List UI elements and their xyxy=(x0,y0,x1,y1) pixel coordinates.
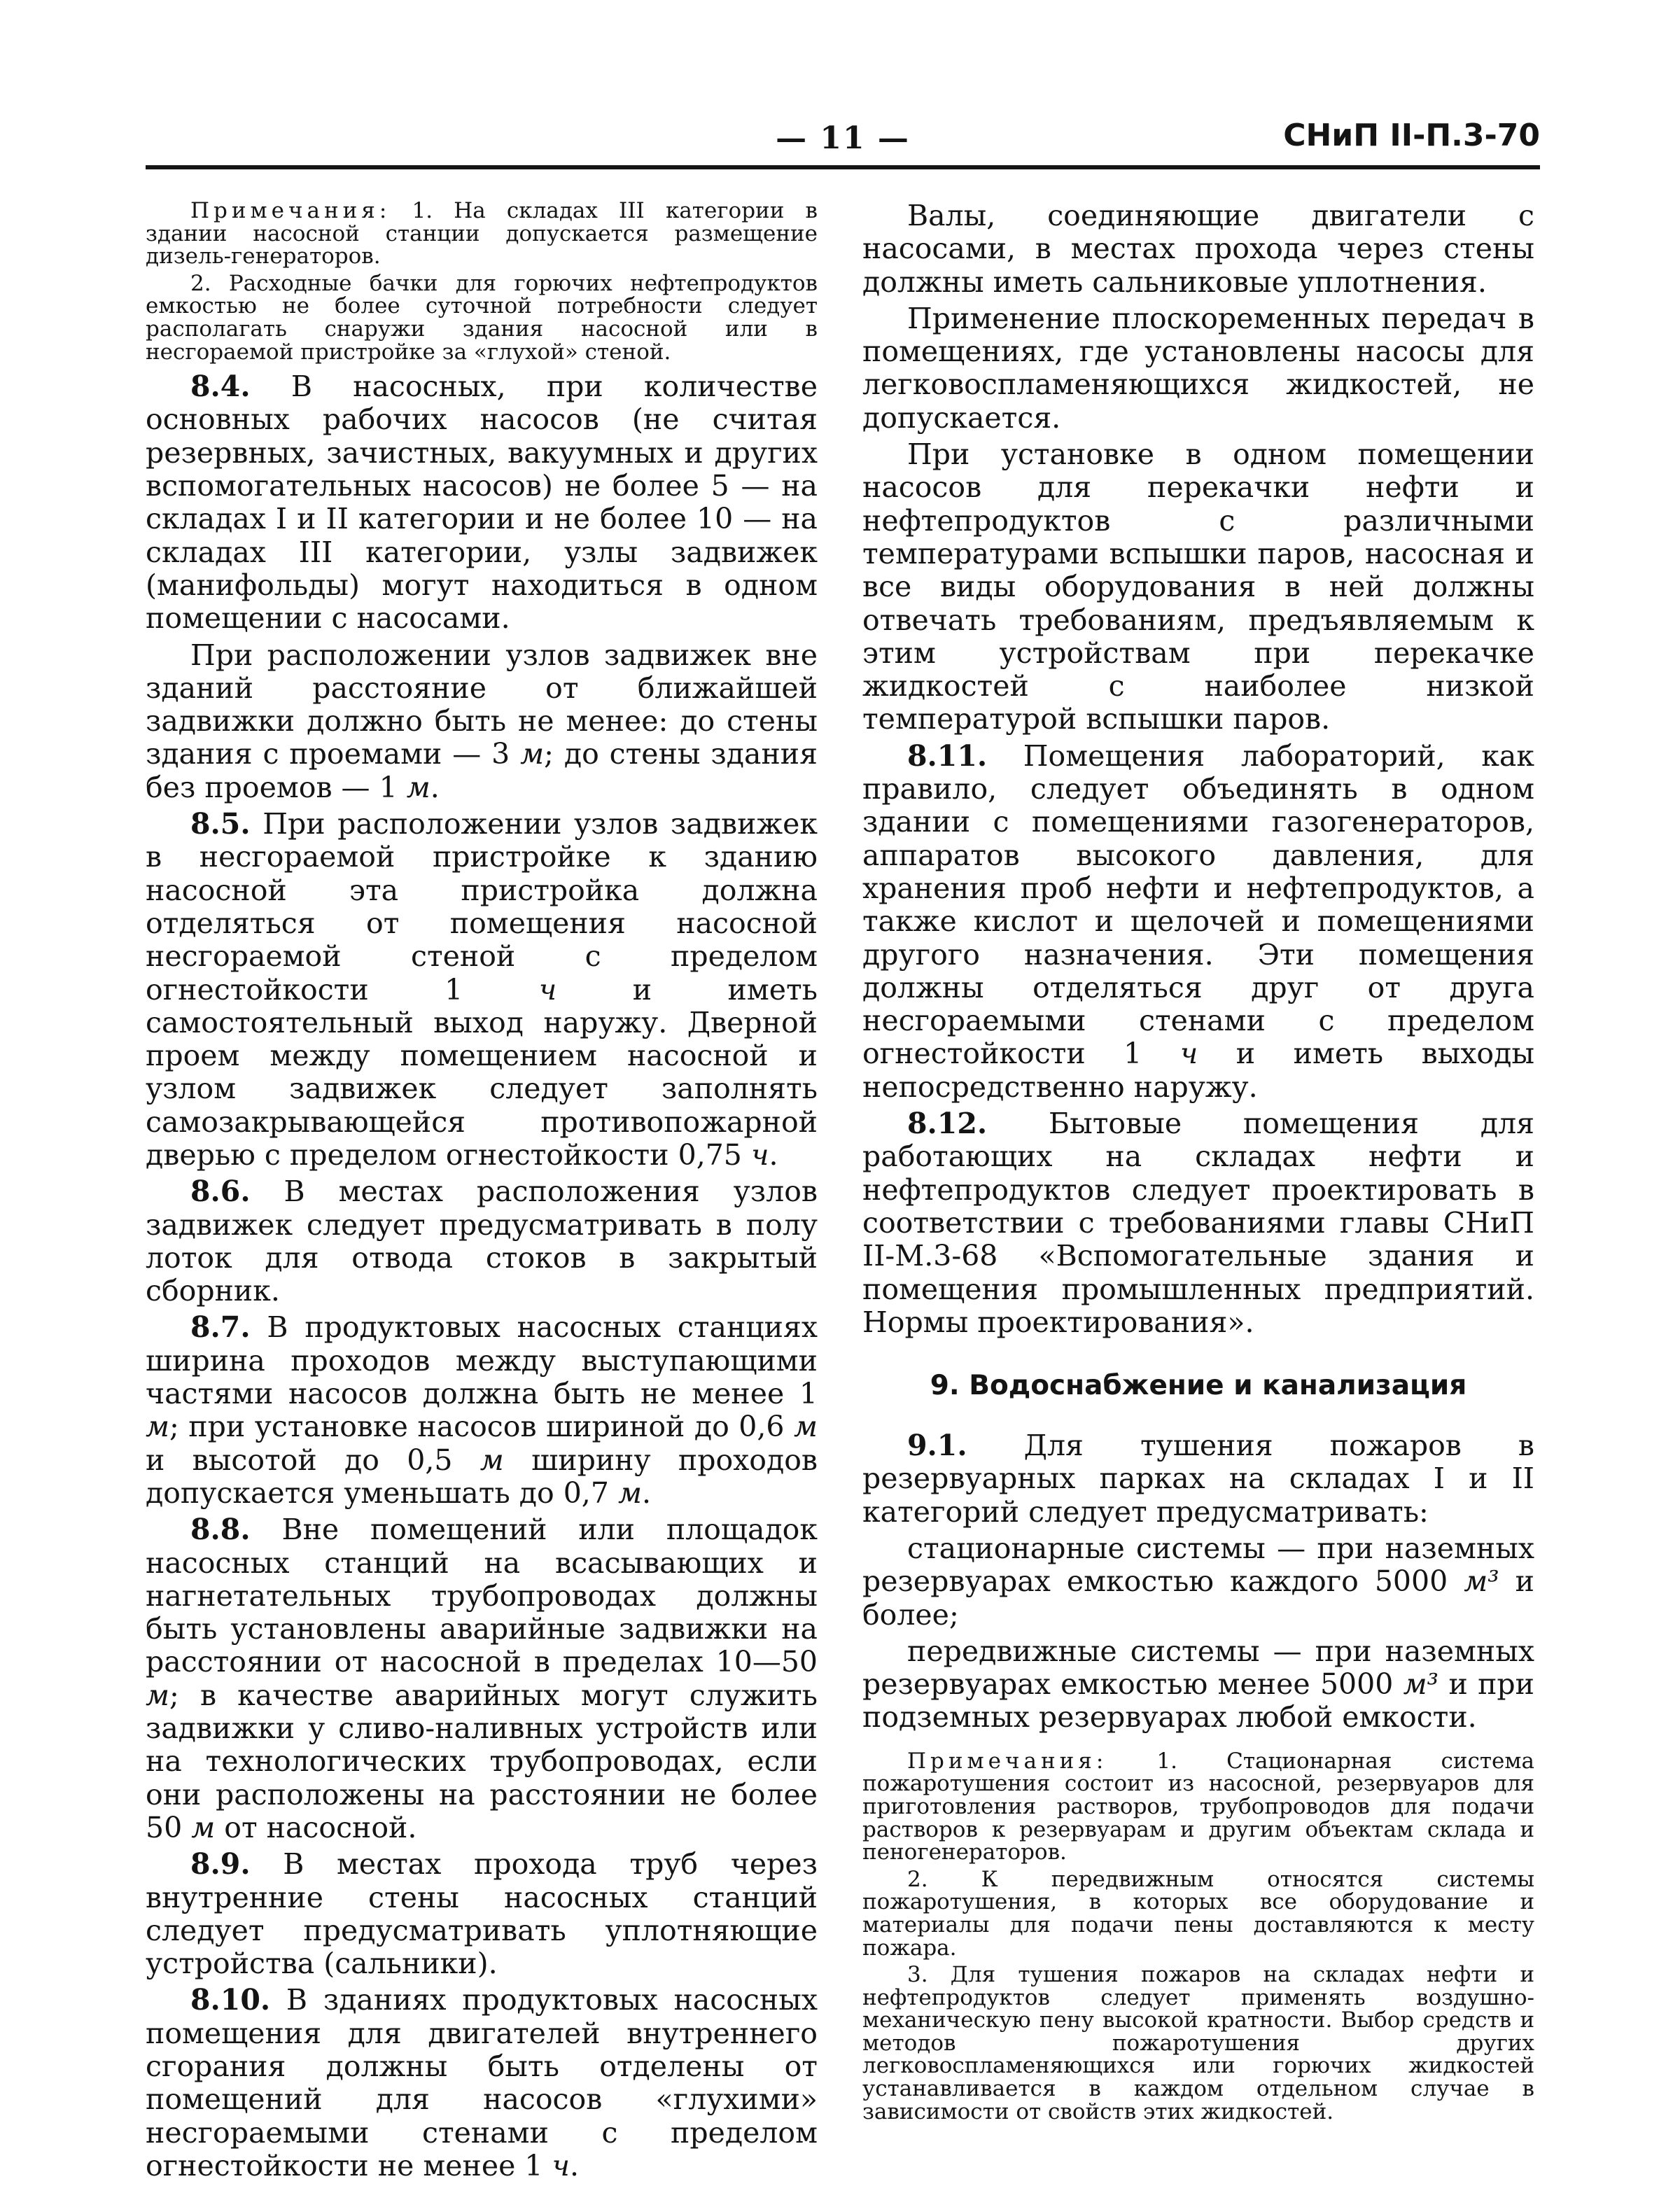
unit: м xyxy=(146,1678,169,1712)
section-heading: 9. Водоснабжение и канализация xyxy=(930,1370,1467,1402)
paragraph-temperatures: При установке в одном помещении насосов для перекачки нефти и нефтепродуктов с различными температурами вспышки паров, насосная и все виды оборудования в ней должны отвечать требованиям, предъявляемым к этим устройствам при перекачке жидкостей с наиболее низкой температурой вспышки паров. xyxy=(862,437,1534,736)
clause-text: В зданиях продуктовых насосных помещения для двигателей внутреннего сгорания должны быть отделены от помещений для насосов «глухими» несгораемыми стенами с пределом огнестойкости не менее 1 xyxy=(146,1983,818,2183)
clause-8-4 xyxy=(146,370,818,635)
unit: м xyxy=(479,1443,504,1477)
clause-text: Бытовые помещения для работающих на складах нефти и нефтепродуктов следует проектировать в соответствии с требованиями главы СНиП II-М.3-68 «Вспомогательные здания и помещения промышленных предприятий. Нормы проектирования». xyxy=(862,1107,1534,1339)
clause-number: 8.7. xyxy=(190,1310,251,1345)
clause-text: В продуктовых насосных станциях ширина проходов между выступающими частями насосов должна быть не менее 1 xyxy=(146,1310,818,1411)
clause-text: В насосных, при количестве основных рабочих насосов (не считая резервных, зачистных, вакуумных и других вспомогательных насосов) не более 5 — на складах I и II категории и не более 10 — на складах III категории, узлы задвижек (манифольды) могут находиться в одном помещении с насосами. xyxy=(146,370,818,636)
unit: ч xyxy=(538,972,557,1007)
clause-text: стационарные системы — при наземных резервуарах емкостью каждого 5000 xyxy=(862,1531,1534,1599)
clause-text: ; до стены здания без проемов — 1 xyxy=(146,737,818,804)
header-rule xyxy=(146,165,1540,169)
clause-8-6 xyxy=(146,1175,818,1308)
note-text: 1. Стационарная система пожаротушения состоит из насосной, резервуаров для приготовления растворов, трубопроводов для подачи растворов к резервуарам и другим объектам склада и пеногенераторов. xyxy=(862,1748,1534,1865)
left-column xyxy=(146,199,818,2186)
clause-text: и высотой до 0,5 xyxy=(146,1443,453,1477)
paragraph-belts: Применение плоскоременных передач в помещениях, где установлены насосы для легковоспламеняющихся жидкостей, не допускается. xyxy=(862,301,1534,435)
clause-text: . xyxy=(430,770,440,804)
clause-8-9 xyxy=(146,1848,818,1980)
clause-number: 8.4. xyxy=(190,370,251,404)
clause-8-12 xyxy=(862,1107,1534,1339)
clause-text: При расположении узлов задвижек вне зданий расстояние от ближайшей задвижки должно быть не менее: до стены здания с проемами — 3 xyxy=(146,638,818,771)
clause-text: ; при установке насосов шириной до 0,6 xyxy=(169,1410,785,1444)
clause-number: 8.5. xyxy=(190,807,251,841)
clause-8-7 xyxy=(146,1311,818,1510)
document-code: СНиП II-П.3-70 xyxy=(1283,118,1540,153)
unit: м xyxy=(794,1410,818,1444)
clause-number: 8.6. xyxy=(190,1175,251,1209)
clause-text: передвижные системы — при наземных резервуарах емкостью менее 5000 xyxy=(862,1634,1534,1702)
page-number: — 11 — xyxy=(776,120,910,156)
clause-number: 8.12. xyxy=(907,1107,988,1141)
unit: м xyxy=(406,770,430,804)
clause-text: и иметь выходы непосредственно наружу. xyxy=(862,1037,1534,1104)
note-text: 1. На складах III категории в здании насосной станции допускается размещение дизель-генераторов. xyxy=(146,198,818,269)
notes-block-top xyxy=(146,199,818,363)
unit: м xyxy=(146,1410,169,1444)
clause-text: При расположении узлов задвижек в несгораемой пристройке к зданию насосной эта пристройка должна отделяться от помещения насосной несгораемой стеной с пределом огнестойкости 1 xyxy=(146,807,818,1007)
clause-number: 8.11. xyxy=(907,738,988,773)
clause-text: В местах расположения узлов задвижек следует предусматривать в полу лоток для отвода стоков в закрытый сборник. xyxy=(146,1175,818,1308)
clause-text: . xyxy=(641,1476,651,1510)
unit: м³ xyxy=(1464,1564,1499,1599)
page-header xyxy=(146,112,1540,164)
unit: м xyxy=(520,737,545,771)
note-item xyxy=(146,199,818,268)
note-item xyxy=(862,1750,1534,1864)
notes-label: Примечания: xyxy=(190,198,391,223)
clause-text: Вне помещений или площадок насосных станций на всасывающих и нагнетательных трубопроводах должны быть установлены аварийные задвижки на расстоянии от насосной в пределах 10—50 xyxy=(146,1513,818,1679)
clause-text: В местах прохода труб через внутренние стены насосных станций следует предусматривать уплотняющие устройства (сальники). xyxy=(146,1847,818,1981)
clause-text: ; в качестве аварийных могут служить задвижки у сливо-наливных устройств или на технологических трубопроводах, если они расположены на расстоянии не более 50 xyxy=(146,1678,818,1844)
notes-block-bottom xyxy=(862,1750,1534,2124)
clause-8-8 xyxy=(146,1513,818,1844)
clause-number: 8.10. xyxy=(190,1983,271,2017)
clause-text: ширину проходов допускается уменьшать до 0,7 xyxy=(146,1443,818,1510)
clause-text: и более; xyxy=(862,1564,1534,1632)
note-item: 2. К передвижным относятся системы пожаротушения, в которых все оборудование и материалы для подачи пены доставляются к месту пожара. xyxy=(862,1866,1534,1961)
clause-text: и при подземных резервуарах любой емкости. xyxy=(862,1667,1534,1735)
clause-text: Помещения лабораторий, как правило, следует объединять в одном здании с помещениями газогенераторов, аппаратов высокого давления, для хранения проб нефти и нефтепродуктов, а также кислот и щелочей и помещениями другого назначения. Эти помещения должны отделяться друг от друга несгораемыми стенами с пределом огнестойкости 1 xyxy=(862,738,1534,1071)
paragraph-shafts: Валы, соединяющие двигатели с насосами, в местах прохода через стены должны иметь сальниковые уплотнения. xyxy=(862,199,1534,299)
note-item: 2. Расходные бачки для горючих нефтепродуктов емкостью не более суточной потребности следует располагать снаружи здания насосной или в несгораемой пристройке за «глухой» стеной. xyxy=(146,270,818,365)
clause-number: 8.8. xyxy=(190,1513,251,1547)
clause-number: 9.1. xyxy=(907,1429,967,1463)
clause-8-10 xyxy=(146,1984,818,2183)
clause-8-11 xyxy=(862,740,1534,1104)
clause-text: Для тушения пожаров в резервуарных парках на складах I и II категорий следует предусматривать: xyxy=(862,1429,1534,1529)
note-item: 3. Для тушения пожаров на складах нефти и нефтепродуктов следует применять воздушно-механическую пену высокой кратности. Выбор средств и методов пожаротушения других легковоспламеняющихся или горючих жидкостей устанавливается в каждом отдельном случае в зависимости от свойств этих жидкостей. xyxy=(862,1962,1534,2124)
clause-text: . xyxy=(769,1137,778,1172)
unit: м xyxy=(191,1810,216,1844)
clause-8-5 xyxy=(146,808,818,1172)
clause-9-1-item-a xyxy=(862,1532,1534,1632)
clause-text: . xyxy=(570,2148,580,2183)
clause-8-4-continuation xyxy=(146,639,818,804)
notes-label: Примечания: xyxy=(907,1748,1108,1774)
clause-number: 8.9. xyxy=(190,1847,251,1882)
unit: м³ xyxy=(1403,1667,1439,1702)
unit: м xyxy=(617,1476,642,1510)
clause-text: от насосной. xyxy=(224,1810,417,1844)
clause-9-1 xyxy=(862,1429,1534,1529)
clause-9-1-item-b xyxy=(862,1635,1534,1735)
clause-text: и иметь самостоятельный выход наружу. Дверной проем между помещением насосной и узлом задвижек следует заполнять самозакрывающейся противопожарной дверью с пределом огнестойкости 0,75 xyxy=(146,972,818,1172)
unit: ч xyxy=(552,2148,570,2183)
unit: ч xyxy=(1180,1037,1198,1071)
unit: ч xyxy=(750,1137,769,1172)
right-column xyxy=(862,199,1534,2130)
